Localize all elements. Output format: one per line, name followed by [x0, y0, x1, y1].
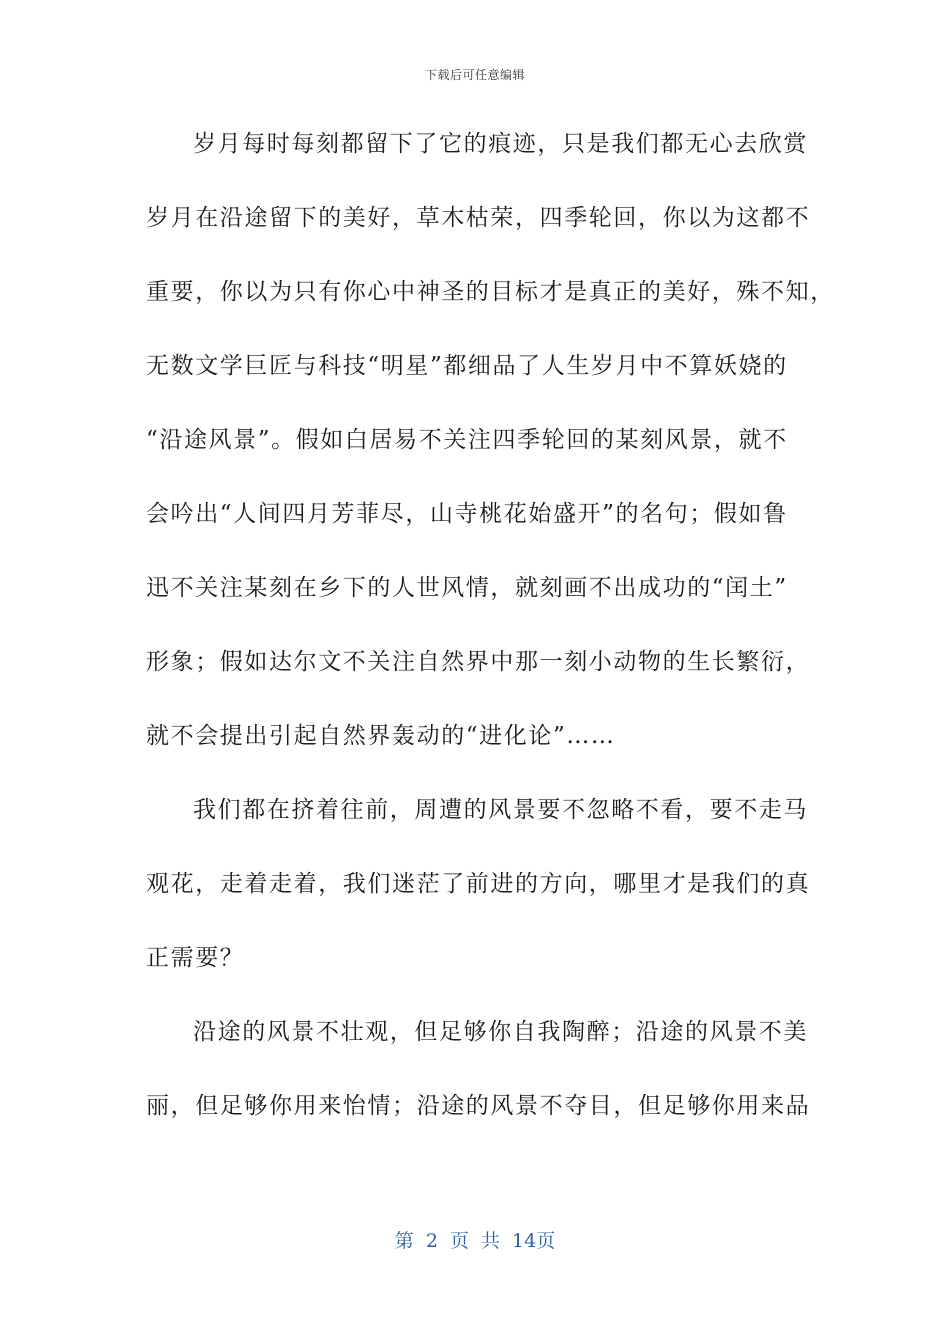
- paragraph-2-line-3: 正需要？: [146, 945, 245, 971]
- page-header: 下载后可任意编辑: [424, 68, 525, 82]
- paragraph-3-line-2: 丽，但足够你用来怡情；沿途的风景不夺目，但足够你用来品: [146, 1093, 811, 1119]
- paragraph-1-line-5: “沿途风景”。假如白居易不关注四季轮回的某刻风景，就不: [146, 427, 788, 453]
- paragraph-2-line-1: 我们都在挤着往前，周遭的风景要不忽略不看，要不走马: [193, 797, 808, 823]
- paragraph-1-line-1: 岁月每时每刻都留下了它的痕迹，只是我们都无心去欣赏: [193, 131, 808, 157]
- page-number-footer: 第 2 页 共 14页: [394, 1230, 556, 1252]
- paragraph-1-line-3: 重要，你以为只有你心中神圣的目标才是真正的美好，殊不知，: [146, 279, 835, 305]
- paragraph-1-line-9: 就不会提出引起自然界轰动的“进化论”……: [146, 723, 616, 749]
- paragraph-1-line-6: 会吟出“人间四月芳菲尽，山寺桃花始盛开”的名句；假如鲁: [146, 501, 788, 527]
- paragraph-2-line-2: 观花，走着走着，我们迷茫了前进的方向，哪里才是我们的真: [146, 871, 811, 897]
- paragraph-1-line-4: 无数文学巨匠与科技“明星”都细品了人生岁月中不算妖娆的: [146, 353, 788, 379]
- paragraph-1-line-7: 迅不关注某刻在乡下的人世风情，就刻画不出成功的“闰土”: [146, 575, 788, 601]
- paragraph-1-line-8: 形象；假如达尔文不关注自然界中那一刻小动物的生长繁衍，: [146, 649, 811, 675]
- paragraph-1-line-2: 岁月在沿途留下的美好，草木枯荣，四季轮回，你以为这都不: [146, 205, 811, 231]
- paragraph-3-line-1: 沿途的风景不壮观，但足够你自我陶醉；沿途的风景不美: [193, 1019, 808, 1045]
- document-body: [146, 124, 835, 1160]
